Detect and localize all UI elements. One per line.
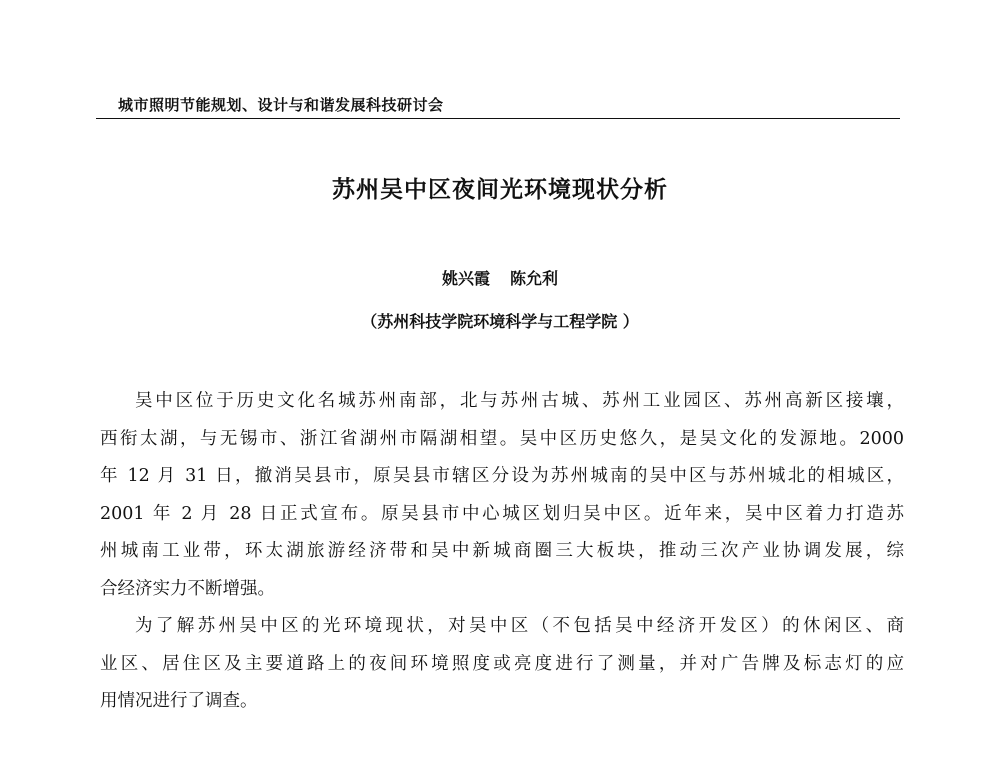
text-line: 吴中区位于历史文化名城苏州南部，北与苏州古城、苏州工业园区、苏州高新区接壤， — [135, 391, 904, 411]
paper-title: 苏州吴中区夜间光环境现状分析 — [332, 177, 668, 203]
header-rule — [96, 118, 900, 119]
body-text — [100, 383, 904, 721]
author-name: 姚兴霞 — [441, 269, 490, 288]
paragraph — [100, 383, 904, 608]
text-line: 合经济实力不断增强。 — [100, 578, 275, 599]
author-line — [0, 266, 1000, 289]
text-line: 用情况进行了调查。 — [100, 691, 258, 711]
running-header: 城市照明节能规划、设计与和谐发展科技研讨会 — [118, 96, 444, 114]
text-line: 州城南工业带，环太湖旅游经济带和吴中新城商圈三大板块，推动三次产业协调发展，综 — [100, 541, 904, 561]
affiliation: （苏州科技学院环境科学与工程学院 ） — [361, 312, 639, 331]
text-line: 年 12 月 31 日，撤消吴县市，原吴县市辖区分设为苏州城南的吴中区与苏州城北的相城区， — [100, 466, 904, 486]
text-line: 2001 年 2 月 28 日正式宣布。原吴县市中心城区划归吴中区。近年来，吴中区着力打造苏 — [100, 503, 904, 524]
text-line: 为了解苏州吴中区的光环境现状，对吴中区（不包括吴中经济开发区）的休闲区、商 — [135, 616, 904, 636]
text-line: 西衔太湖，与无锡市、浙江省湖州市隔湖相望。吴中区历史悠久，是吴文化的发源地。2000 — [100, 428, 904, 449]
text-line: 业区、居住区及主要道路上的夜间环境照度或亮度进行了测量，并对广告牌及标志灯的应 — [100, 653, 904, 674]
paragraph — [100, 608, 904, 721]
author-name: 陈允利 — [510, 269, 559, 288]
